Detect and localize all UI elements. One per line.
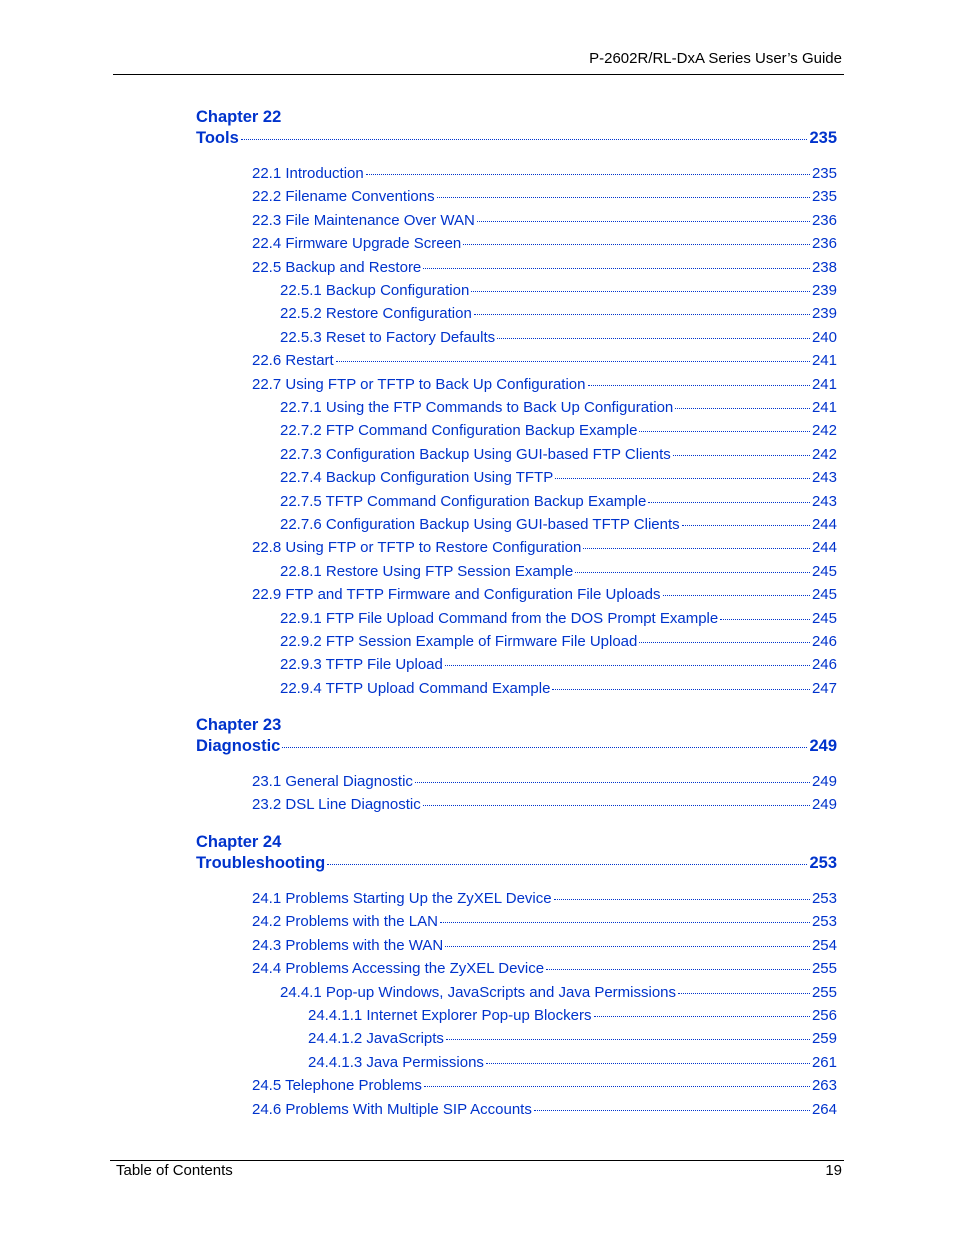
- dot-leader: [588, 385, 810, 386]
- toc-entry[interactable]: [252, 234, 837, 254]
- toc-entry[interactable]: [252, 795, 837, 815]
- toc-entry-page-number: 256: [811, 1007, 837, 1024]
- toc-entry-title: 22.9.3 TFTP File Upload: [280, 656, 443, 674]
- toc-entry-page-number: 244: [811, 516, 837, 533]
- toc-entry-title: 22.5.3 Reset to Factory Defaults: [280, 328, 496, 346]
- toc-entry[interactable]: [252, 585, 837, 605]
- toc-entry-title: 22.7 Using FTP or TFTP to Back Up Configuration: [252, 375, 586, 393]
- chapter-label: Chapter 24: [196, 833, 282, 851]
- toc-entry-title: 24.1 Problems Starting Up the ZyXEL Device: [252, 890, 552, 907]
- dot-leader: [446, 1039, 810, 1040]
- toc-entry-page-number: 241: [811, 399, 837, 416]
- dot-leader: [720, 619, 810, 620]
- dot-leader: [445, 665, 810, 666]
- toc-entry[interactable]: [280, 398, 837, 418]
- toc-entry[interactable]: [252, 959, 837, 979]
- toc-entry-title: 22.7.4 Backup Configuration Using TFTP: [280, 469, 554, 487]
- toc-entry[interactable]: [252, 351, 837, 371]
- toc-entry-title: 24.4 Problems Accessing the ZyXEL Device: [252, 960, 545, 978]
- toc-entry-page-number: 263: [811, 1077, 837, 1095]
- toc-entry[interactable]: [308, 1053, 837, 1073]
- chapter-label: Chapter 23: [196, 716, 282, 734]
- toc-entry-title: 23.2 DSL Line Diagnostic: [252, 796, 421, 814]
- toc-entry-title: 22.5.1 Backup Configuration: [280, 282, 470, 299]
- dot-leader: [675, 408, 810, 409]
- toc-entry-title: 24.5 Telephone Problems: [252, 1077, 422, 1095]
- chapter-heading[interactable]: [196, 832, 837, 874]
- toc-entry-title: 22.1 Introduction: [252, 165, 364, 182]
- dot-leader: [575, 572, 810, 573]
- dot-leader: [282, 747, 807, 748]
- chapter-title: Diagnostic: [196, 737, 281, 755]
- toc-entry-title: 24.3 Problems with the WAN: [252, 936, 444, 954]
- dot-leader: [423, 268, 810, 269]
- chapter-page-number: 253: [809, 854, 837, 872]
- dot-leader: [474, 314, 810, 315]
- toc-entry-page-number: 235: [811, 165, 837, 182]
- toc-entry-title: 22.7.1 Using the FTP Commands to Back Up Configuration: [280, 399, 674, 416]
- toc-entry-title: 24.4.1.1 Internet Explorer Pop-up Blockers: [308, 1007, 592, 1024]
- toc-entry[interactable]: [280, 304, 837, 324]
- dot-leader: [415, 782, 810, 783]
- toc-entry-title: 22.9.4 TFTP Upload Command Example: [280, 679, 551, 697]
- dot-leader: [445, 946, 810, 947]
- toc-entry[interactable]: [252, 375, 837, 395]
- chapter-title: Tools: [196, 129, 239, 147]
- toc-entry-title: 22.9.1 FTP File Upload Command from the DOS Prompt Example: [280, 609, 719, 627]
- dot-leader: [639, 642, 810, 643]
- toc-entry-page-number: 238: [811, 258, 837, 276]
- toc-entry-title: 22.8 Using FTP or TFTP to Restore Configuration: [252, 539, 582, 557]
- chapter-label: Chapter 22: [196, 108, 282, 126]
- dot-leader: [366, 174, 810, 175]
- toc-entry-title: 22.2 Filename Conventions: [252, 188, 435, 206]
- toc-entry-page-number: 239: [811, 305, 837, 323]
- toc-entry[interactable]: [252, 211, 837, 231]
- toc-entry-page-number: 247: [811, 679, 837, 697]
- toc-entry[interactable]: [308, 1029, 837, 1049]
- toc-entry-page-number: 245: [811, 609, 837, 627]
- toc-entry-page-number: 253: [811, 890, 837, 907]
- toc-entry[interactable]: [280, 632, 837, 652]
- toc-entry-page-number: 261: [811, 1053, 837, 1071]
- dot-leader: [639, 431, 810, 432]
- toc-entry[interactable]: [252, 258, 837, 278]
- toc-entry-title: 22.5 Backup and Restore: [252, 258, 422, 276]
- toc-entry-title: 22.7.2 FTP Command Configuration Backup Example: [280, 422, 638, 440]
- toc-entry-title: 22.6 Restart: [252, 352, 334, 370]
- toc-entry-page-number: 240: [811, 328, 837, 346]
- dot-leader: [463, 244, 810, 245]
- dot-leader: [673, 455, 810, 456]
- toc-entry[interactable]: [280, 609, 837, 629]
- toc-entry[interactable]: [280, 421, 837, 441]
- toc-entry[interactable]: [252, 187, 837, 207]
- dot-leader: [471, 291, 810, 292]
- dot-leader: [555, 478, 810, 479]
- toc-entry-page-number: 249: [811, 796, 837, 814]
- toc-entry-page-number: 236: [811, 211, 837, 229]
- dot-leader: [423, 805, 810, 806]
- toc-entry-title: 22.9 FTP and TFTP Firmware and Configuration File Uploads: [252, 586, 661, 604]
- dot-leader: [440, 922, 810, 923]
- toc-entry[interactable]: [280, 492, 837, 512]
- toc-entry-page-number: 239: [811, 282, 837, 299]
- toc-entry[interactable]: [252, 538, 837, 558]
- toc-entry-page-number: 264: [811, 1100, 837, 1118]
- dot-leader: [437, 197, 810, 198]
- dot-leader: [534, 1110, 810, 1111]
- toc-entry-title: 22.8.1 Restore Using FTP Session Example: [280, 562, 574, 580]
- toc-entry[interactable]: [308, 1006, 837, 1026]
- dot-leader: [486, 1063, 810, 1064]
- toc-entry[interactable]: [280, 655, 837, 675]
- chapter-title-row[interactable]: [196, 852, 837, 874]
- toc-entry[interactable]: [252, 1076, 837, 1096]
- toc-entry-page-number: 254: [811, 936, 837, 954]
- toc-entry[interactable]: [280, 562, 837, 582]
- chapter-heading[interactable]: [196, 107, 837, 149]
- toc-entry-title: 22.9.2 FTP Session Example of Firmware File Upload: [280, 633, 638, 650]
- dot-leader: [327, 864, 807, 865]
- chapter-title-row[interactable]: [196, 735, 837, 757]
- toc-entry-title: 22.5.2 Restore Configuration: [280, 305, 472, 323]
- toc-entry-page-number: 245: [811, 562, 837, 580]
- chapter-heading[interactable]: [196, 715, 837, 757]
- toc-entry[interactable]: [280, 445, 837, 465]
- toc-entry-page-number: 249: [811, 773, 837, 790]
- toc-entry-page-number: 244: [811, 539, 837, 557]
- toc-entry-page-number: 236: [811, 235, 837, 253]
- toc-entry-title: 22.7.6 Configuration Backup Using GUI-based TFTP Clients: [280, 516, 680, 533]
- toc-entry[interactable]: [252, 1100, 837, 1120]
- toc-entry-page-number: 246: [811, 656, 837, 674]
- chapter-title: Troubleshooting: [196, 854, 326, 872]
- dot-leader: [424, 1086, 810, 1087]
- toc-entry-page-number: 259: [811, 1030, 837, 1048]
- toc-entry-page-number: 253: [811, 913, 837, 931]
- chapter-title-row[interactable]: [196, 127, 837, 149]
- footer-divider: [110, 1160, 844, 1161]
- running-header-title: P-2602R/RL-DxA Series User’s Guide: [589, 50, 842, 67]
- dot-leader: [241, 139, 808, 140]
- header-divider: [113, 74, 844, 75]
- dot-leader: [497, 338, 810, 339]
- toc-entry-title: 24.4.1 Pop-up Windows, JavaScripts and Java Permissions: [280, 983, 677, 1001]
- dot-leader: [477, 221, 810, 222]
- toc-entry-page-number: 255: [811, 983, 837, 1001]
- toc-entry-page-number: 241: [811, 352, 837, 370]
- toc-entry-title: 22.7.5 TFTP Command Configuration Backup Example: [280, 492, 647, 510]
- toc-entry[interactable]: [252, 164, 837, 184]
- dot-leader: [682, 525, 810, 526]
- dot-leader: [554, 899, 810, 900]
- toc-entry[interactable]: [252, 936, 837, 956]
- dot-leader: [552, 689, 810, 690]
- chapter-page-number: 235: [809, 129, 837, 147]
- toc-entry-page-number: 255: [811, 960, 837, 978]
- toc-entry-title: 22.4 Firmware Upgrade Screen: [252, 235, 462, 253]
- toc-entry-page-number: 241: [811, 375, 837, 393]
- toc-entry-page-number: 243: [811, 492, 837, 510]
- toc-entry[interactable]: [280, 983, 837, 1003]
- toc-entry[interactable]: [280, 515, 837, 535]
- toc-entry-title: 24.4.1.3 Java Permissions: [308, 1053, 484, 1071]
- toc-entry-page-number: 242: [811, 422, 837, 440]
- footer-page-number: 19: [825, 1162, 842, 1179]
- toc-entry[interactable]: [280, 281, 837, 301]
- toc-entry-title: 22.3 File Maintenance Over WAN: [252, 211, 475, 229]
- dot-leader: [583, 548, 810, 549]
- toc-entry-title: 24.6 Problems With Multiple SIP Accounts: [252, 1100, 532, 1118]
- footer-section-title: Table of Contents: [116, 1162, 233, 1179]
- dot-leader: [594, 1016, 810, 1017]
- toc-entry[interactable]: [280, 679, 837, 699]
- dot-leader: [678, 993, 810, 994]
- toc-entry[interactable]: [252, 889, 837, 909]
- toc-entry-page-number: 235: [811, 188, 837, 206]
- chapter-page-number: 249: [809, 737, 837, 755]
- toc-entry-page-number: 242: [811, 445, 837, 463]
- toc-entry[interactable]: [280, 468, 837, 488]
- toc-entry[interactable]: [252, 912, 837, 932]
- dot-leader: [336, 361, 810, 362]
- toc-entry-page-number: 243: [811, 469, 837, 487]
- dot-leader: [648, 502, 810, 503]
- toc-entry-title: 23.1 General Diagnostic: [252, 773, 413, 790]
- toc-entry[interactable]: [280, 328, 837, 348]
- toc-entry-title: 22.7.3 Configuration Backup Using GUI-based FTP Clients: [280, 445, 671, 463]
- dot-leader: [546, 969, 810, 970]
- toc-entry-title: 24.2 Problems with the LAN: [252, 913, 438, 931]
- toc-entry[interactable]: [252, 772, 837, 792]
- toc-entry-page-number: 246: [811, 633, 837, 650]
- toc-entry-title: 24.4.1.2 JavaScripts: [308, 1030, 444, 1048]
- dot-leader: [663, 595, 810, 596]
- toc-entry-page-number: 245: [811, 586, 837, 604]
